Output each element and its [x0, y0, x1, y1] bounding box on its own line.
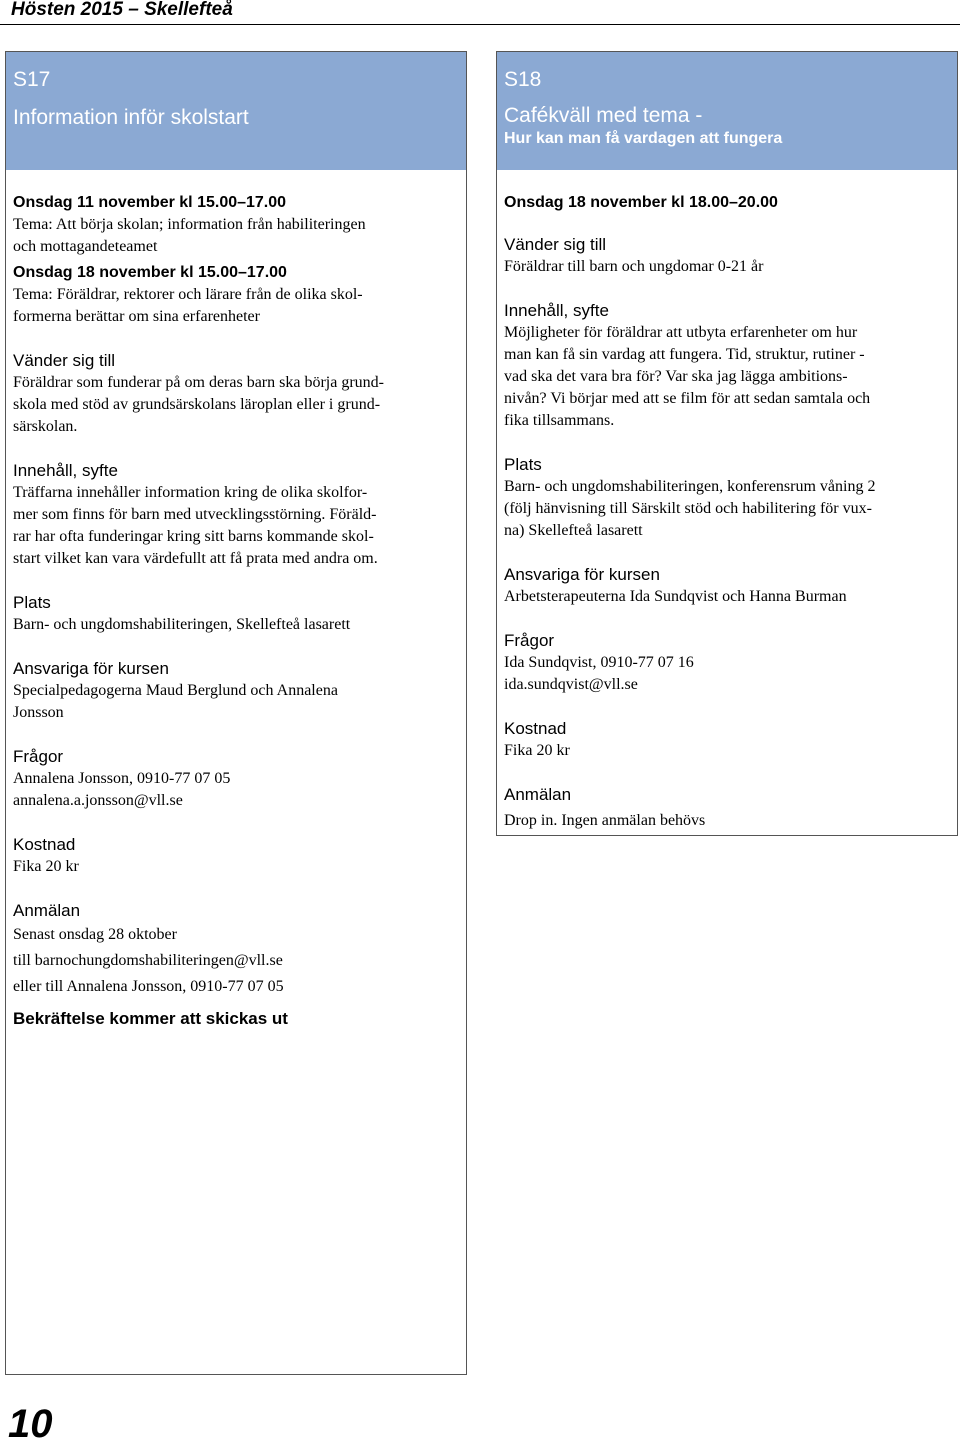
session-theme-1: Tema: Att börja skolan; information från habiliteringen och mottagandeteamet: [13, 216, 366, 255]
cost-text: Fika 20 kr: [13, 858, 79, 875]
page-number: 10: [8, 1402, 53, 1446]
place-heading: Plats: [13, 593, 51, 612]
place-text: Barn- och ungdomshabiliteringen, Skellefteå lasarett: [13, 616, 351, 633]
course-body-s17: [6, 170, 466, 1030]
course-title: Information inför skolstart: [13, 106, 249, 129]
course-title: Cafékväll med tema -: [504, 104, 703, 127]
responsible-text: Arbetsterapeuterna Ida Sundqvist och Hanna Burman: [504, 588, 847, 605]
cost-text: Fika 20 kr: [504, 742, 570, 759]
session-date: Onsdag 18 november kl 18.00–20.00: [504, 194, 778, 211]
registration-text: Drop in. Ingen anmälan behövs: [504, 812, 706, 829]
registration-text: Senast onsdag 28 oktober till barnochungdomshabiliteringen@vll.se eller till Annalena Jonsson, 0910-77 07 05: [13, 926, 284, 995]
place-text: Barn- och ungdomshabiliteringen, konferensrum våning 2 (följ hänvisning till Särskilt stöd och habilitering för vux- na) Skellefteå lasarett: [504, 478, 876, 539]
session-theme-2: Tema: Föräldrar, rektorer och lärare från de olika skol- formerna berättar om sina erfarenheter: [13, 286, 363, 325]
course-header-s17: [6, 52, 466, 170]
questions-heading: Frågor: [13, 747, 64, 766]
confirmation-note: Bekräftelse kommer att skickas ut: [13, 1009, 288, 1028]
header-rule: [0, 24, 960, 25]
responsible-heading: Ansvariga för kursen: [13, 659, 169, 678]
cost-heading: Kostnad: [504, 719, 567, 738]
cost-heading: Kostnad: [13, 835, 76, 854]
course-body-s18: [497, 170, 957, 832]
audience-text: Föräldrar som funderar på om deras barn ska börja grund- skola med stöd av grundsärskolans läroplan eller i grund- särskolan.: [13, 374, 384, 435]
course-code: S18: [504, 68, 542, 91]
course-card-s18: [496, 51, 958, 836]
questions-text: Annalena Jonsson, 0910-77 07 05 annalena.a.jonsson@vll.se: [13, 770, 231, 809]
registration-heading: Anmälan: [504, 785, 572, 804]
session-date-2: Onsdag 18 november kl 15.00–17.00: [13, 264, 287, 281]
audience-heading: Vänder sig till: [504, 235, 607, 254]
course-header-s18: [497, 52, 957, 170]
questions-heading: Frågor: [504, 631, 555, 650]
course-subtitle: Hur kan man få vardagen att fungera: [504, 130, 783, 147]
registration-heading: Anmälan: [13, 901, 81, 920]
place-heading: Plats: [504, 455, 542, 474]
audience-heading: Vänder sig till: [13, 351, 116, 370]
questions-text: Ida Sundqvist, 0910-77 07 16 ida.sundqvist@vll.se: [504, 654, 694, 693]
course-card-s17: [5, 51, 467, 1375]
content-heading: Innehåll, syfte: [13, 461, 118, 480]
course-code: S17: [13, 68, 51, 91]
content-text: Möjligheter för föräldrar att utbyta erfarenheter om hur man kan få sin vardag att fungera. Tid, struktur, rutiner - vad ska det vara bra för? Var ska jag lägga ambitions- nivån? Vi börjar med att se film för att sedan samtala och fika tillsammans.: [504, 324, 871, 429]
content-text: Träffarna innehåller information kring de olika skolfor- mer som finns för barn med utvecklingsstörning. Föräld- rar har ofta funderingar kring sitt barns kommande skol- start vilket kan vara värdefullt att få prata med andra om.: [13, 484, 378, 567]
content-heading: Innehåll, syfte: [504, 301, 609, 320]
responsible-heading: Ansvariga för kursen: [504, 565, 660, 584]
session-date-1: Onsdag 11 november kl 15.00–17.00: [13, 194, 287, 211]
running-head-title: Hösten 2015 – Skellefteå: [11, 0, 233, 20]
responsible-text: Specialpedagogerna Maud Berglund och Annalena Jonsson: [13, 682, 338, 721]
audience-text: Föräldrar till barn och ungdomar 0-21 år: [504, 258, 764, 275]
